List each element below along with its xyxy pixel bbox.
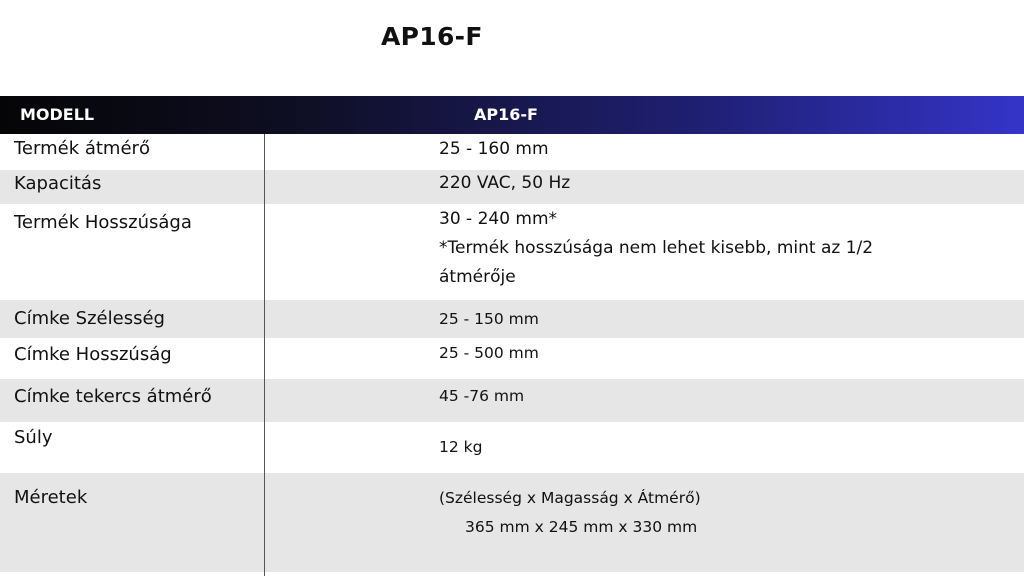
value-line: 365 mm x 245 mm x 330 mm <box>465 518 698 536</box>
row-value <box>439 339 539 368</box>
column-divider <box>264 134 265 576</box>
row-value <box>439 205 873 292</box>
value-line: 25 - 150 mm <box>439 310 539 328</box>
value-line: 12 kg <box>439 438 483 456</box>
row-label: Súly <box>14 427 53 448</box>
row-roll-diameter <box>0 379 1024 422</box>
row-product-diameter <box>0 134 1024 170</box>
row-value <box>439 169 570 198</box>
row-value <box>439 433 482 462</box>
row-value <box>439 135 549 164</box>
spec-table <box>0 96 1024 572</box>
row-label-length <box>0 338 1024 379</box>
page-title: AP16-F <box>381 22 483 51</box>
row-label: Címke Szélesség <box>14 308 165 329</box>
row-value <box>439 382 524 411</box>
value-note-line: *Termék hosszúsága nem lehet kisebb, mint az 1/2 <box>439 238 874 258</box>
row-label: Címke tekercs átmérő <box>14 386 212 407</box>
value-line: 25 - 500 mm <box>439 344 539 362</box>
row-label: Méretek <box>14 487 88 508</box>
value-line: 25 - 160 mm <box>439 139 549 159</box>
value-line: (Szélesség x Magasság x Átmérő) <box>439 489 701 507</box>
row-weight <box>0 422 1024 473</box>
value-line: 30 - 240 mm* <box>439 209 558 229</box>
row-label: Címke Hosszúság <box>14 344 172 365</box>
value-line: 220 VAC, 50 Hz <box>439 173 571 193</box>
row-value <box>439 484 701 542</box>
row-label: Termék Hosszúsága <box>14 212 192 233</box>
value-line: 45 -76 mm <box>439 387 525 405</box>
row-label: Termék átmérő <box>14 138 150 159</box>
table-header <box>0 96 1024 134</box>
row-value <box>439 305 539 334</box>
header-model-value: AP16-F <box>474 105 538 124</box>
value-note-line: átmérője <box>439 267 516 287</box>
row-label-width <box>0 300 1024 338</box>
row-label: Kapacitás <box>14 173 102 194</box>
header-model-label: MODELL <box>20 105 95 124</box>
row-capacity <box>0 170 1024 204</box>
row-product-length <box>0 204 1024 300</box>
row-dimensions <box>0 473 1024 572</box>
